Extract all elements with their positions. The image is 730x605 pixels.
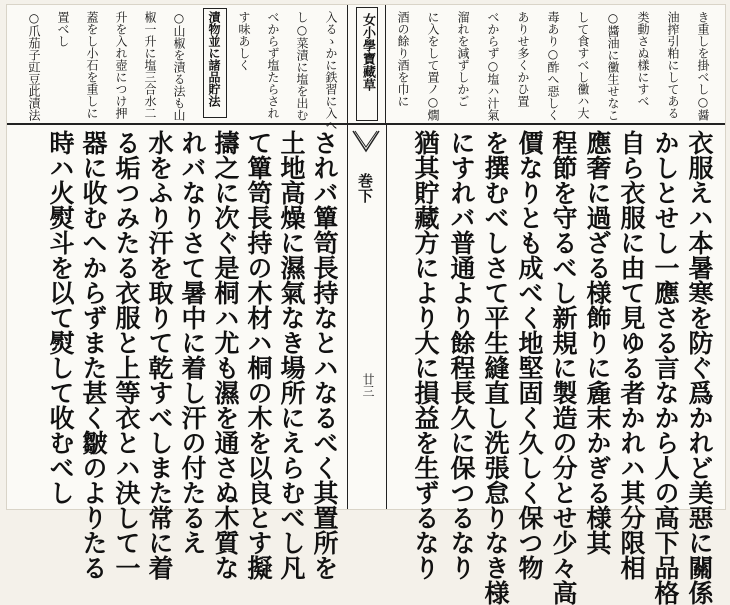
note-line: して食すべし黴ハ大 bbox=[576, 11, 590, 119]
note-line: に入をして置ノ○燗 bbox=[426, 11, 440, 121]
main-text-column: 價なりとも成べく地堅固く久しく保つ物 bbox=[515, 130, 544, 580]
main-text-column: にすれバ普通より餘程長久に保つるなり bbox=[447, 130, 476, 580]
note-line: 置べし bbox=[56, 11, 70, 47]
note-line: す味あしく bbox=[237, 11, 251, 71]
note-line: 升を入れ壺につけ押 bbox=[114, 11, 128, 119]
note-line: 蓋をし小石を重しに bbox=[85, 11, 99, 119]
main-text-column: 應奢に過ざる様飾りに麁末かぎる様其 bbox=[583, 130, 612, 555]
note-line: 溜れを減ずしかご bbox=[456, 11, 470, 107]
main-text-column: 器に收むへからずまた甚く皺のよりたる bbox=[79, 130, 108, 580]
top-band-divider-right bbox=[385, 5, 386, 123]
main-text-column: 水をふり汗を取りて乾すべしまた常に着 bbox=[145, 130, 174, 580]
note-line: ○醬油に黴生せなこ bbox=[606, 11, 620, 121]
main-text-column: 擣之に次ぐ是桐ハ尤も濕を通さぬ木質な bbox=[211, 130, 240, 580]
top-band-divider-left bbox=[347, 5, 348, 123]
section-heading: 漬物並に諸品貯法 bbox=[207, 11, 221, 107]
main-text-column: 時ハ火熨斗を以て熨して收むべし bbox=[46, 130, 75, 505]
note-line: ○山椒を漬る法も山 bbox=[172, 11, 186, 121]
note-line: べからず○塩ハ汁氣 bbox=[486, 11, 500, 121]
main-text-column: る垢つみたる衣服と上等衣とハ決して一 bbox=[112, 130, 141, 580]
book-title: 女小學寶藏草 bbox=[360, 13, 375, 91]
main-text-column: 衣服えハ本暑寒を防ぐ爲かれど美惡に關係 bbox=[685, 130, 714, 605]
volume-label: 巻下 bbox=[356, 173, 374, 203]
main-text-column: 土地高燥に濕氣なき場所にえらむべし凡 bbox=[277, 130, 306, 580]
main-text-column: かしとせし一應さる言なから人の高下品格 bbox=[651, 130, 680, 605]
main-text-column: を撰むべしさて平生縫直し洗張怠りなき様 bbox=[481, 130, 510, 605]
main-text-column: 自ら衣服に由て見ゆる者かれハ其分限相 bbox=[617, 130, 646, 580]
note-line: 椒一升に塩三合水二 bbox=[143, 11, 157, 119]
note-line: 毒あり○酢へ惡しく bbox=[546, 11, 560, 121]
main-text-column: 猶其貯藏方により大に損益を生ずるなり bbox=[411, 130, 440, 580]
main-text-column: 程節を守るべし新規に製造の分とせ少々高 bbox=[549, 130, 578, 605]
note-line: 类動さぬ樣にすべ bbox=[636, 11, 650, 107]
note-line: 油搾引粕にしてある bbox=[666, 11, 680, 119]
fold-mark-icon bbox=[352, 129, 380, 169]
note-line: 酒の餘り酒を巾に bbox=[396, 11, 410, 107]
main-text-column: れバなりさて暑中に着し汗の付たるえ bbox=[178, 130, 207, 555]
note-line: べからず塩たらされ bbox=[266, 11, 280, 119]
page-number: 廿三 bbox=[361, 373, 375, 397]
note-line: 入るゝかに鉄習に入へ bbox=[324, 11, 338, 131]
note-line: き重しを掛べし○醤 bbox=[696, 11, 710, 121]
main-text-column: されバ簞笥長持なとハなるべく其置所を bbox=[310, 130, 339, 580]
note-line: ○爪茄子豇豆此漬法 bbox=[27, 11, 41, 121]
main-text-column: て簞笥長持の木材ハ桐の木を以良とす擬 bbox=[244, 130, 273, 580]
note-line: ありせ多くかひ置 bbox=[516, 11, 530, 107]
book-spread bbox=[6, 4, 726, 605]
note-line: し○菜漬に塩を出む bbox=[295, 11, 309, 121]
